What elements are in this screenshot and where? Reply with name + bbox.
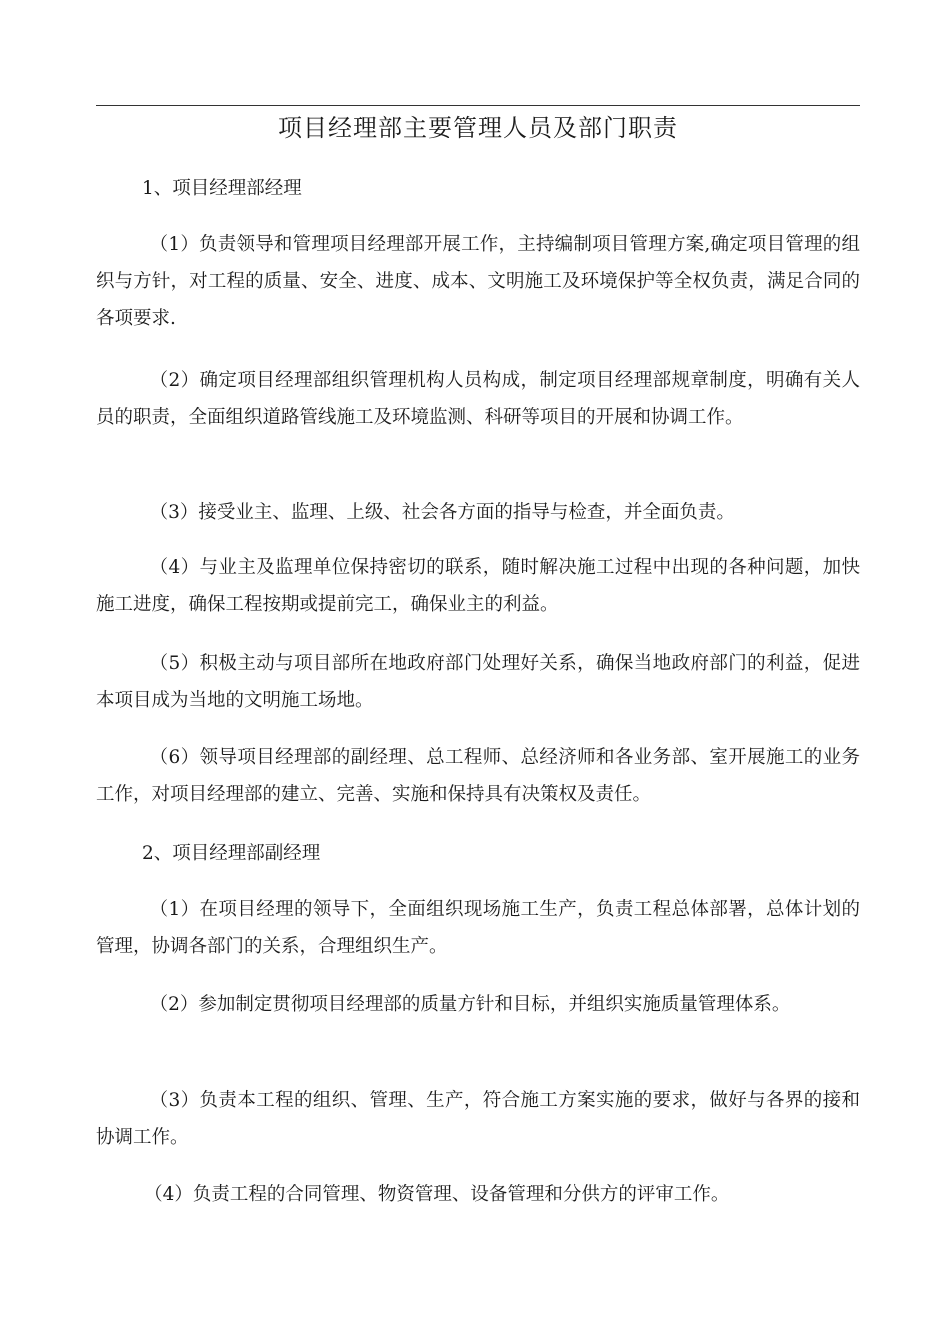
paragraph: （2）确定项目经理部组织管理机构人员构成，制定项目经理部规章制度，明确有关人员的职责，全面组织道路管线施工及环境监测、科研等项目的开展和协调工作。: [96, 370, 860, 428]
paragraph: （4）负责工程的合同管理、物资管理、设备管理和分供方的评审工作。: [144, 1184, 730, 1205]
header-rule: [96, 105, 860, 106]
paragraph: （3）负责本工程的组织、管理、生产，符合施工方案实施的要求，做好与各界的接和协调工作。: [96, 1090, 860, 1148]
paragraph: （4）与业主及监理单位保持密切的联系，随时解决施工过程中出现的各种问题，加快施工进度，确保工程按期或提前完工，确保业主的利益。: [96, 557, 860, 615]
paragraph: （3）接受业主、监理、上级、社会各方面的指导与检查，并全面负责。: [149, 502, 735, 523]
paragraph: （5）积极主动与项目部所在地政府部门处理好关系，确保当地政府部门的利益，促进本项目成为当地的文明施工场地。: [96, 653, 860, 711]
section-heading-1: 1、项目经理部经理: [142, 178, 302, 199]
paragraph: （2）参加制定贯彻项目经理部的质量方针和目标，并组织实施质量管理体系。: [149, 994, 791, 1015]
paragraph: （6）领导项目经理部的副经理、总工程师、总经济师和各业务部、室开展施工的业务工作，对项目经理部的建立、完善、实施和保持具有决策权及责任。: [96, 747, 860, 805]
document-title: 项目经理部主要管理人员及部门职责: [278, 114, 678, 142]
paragraph: （1）负责领导和管理项目经理部开展工作，主持编制项目管理方案,确定项目管理的组织与方针，对工程的质量、安全、进度、成本、文明施工及环境保护等全权负责，满足合同的各项要求.: [96, 234, 860, 329]
paragraph: （1）在项目经理的领导下，全面组织现场施工生产，负责工程总体部署，总体计划的管理，协调各部门的关系，合理组织生产。: [96, 899, 860, 957]
section-heading-2: 2、项目经理部副经理: [142, 843, 321, 864]
